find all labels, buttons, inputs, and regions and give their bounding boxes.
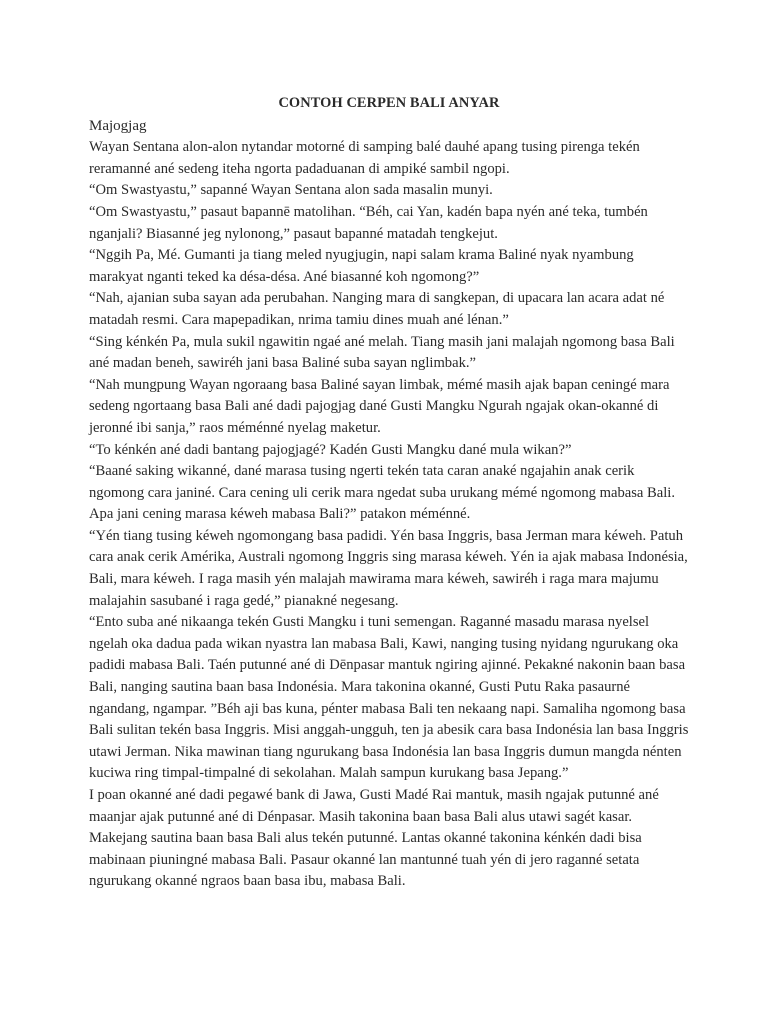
paragraph: “Nggih Pa, Mé. Gumanti ja tiang meled nyugjugin, napi salam krama Baliné nyak nyambung marakyat nganti teked ka désa-désa. Ané biasanné koh ngomong?”: [89, 247, 634, 285]
paragraph: “Sing kénkén Pa, mula sukil ngawitin ngaé ané melah. Tiang masih jani malajah ngomong basa Bali ané madan beneh, sawiréh jani basa Baliné suba sayan nglimbak.”: [89, 333, 675, 372]
paragraph: I poan okanné ané dadi pegawé bank di Jawa, Gusti Madé Rai mantuk, masih ngajak putunné ané maanjar ajak putunné ané di Dénpasar. Masih takonina baan basa Bali alus utawi sagét kasar. Makejang sautina baan basa Bali alus tekén putunné. Lantas okanné takonina kénkén dadi bisa mabinaan piuningné mabasa Bali. Pasaur okanné lan mantunné tuah yén di jero raganné setata ngurukang okanné ngraos baan basa ibu, mabasa Bali.: [89, 787, 659, 890]
paragraph: “Nah mungpung Wayan ngoraang basa Baliné sayan limbak, mémé masih ajak bapan ceningé mara sedeng ngortaang basa Bali ané dadi pajogjag dané Gusti Mangku Ngurah ngajak okan-okanné di jeronné ibi sanja,” raos méménné nyelag maketur.: [89, 376, 670, 436]
story-title: Majogjag: [89, 117, 147, 134]
document-body: [89, 93, 689, 893]
paragraph: “Om Swastyastu,” pasaut bapannē matolihan. “Béh, cai Yan, kadén bapa nyén ané teka, tumbén nganjali? Biasanné jeg nylonong,” pasaut bapanné matadah tengkejut.: [89, 203, 648, 242]
paragraph: “Yén tiang tusing kéweh ngomongang basa padidi. Yén basa Inggris, basa Jerman mara kéweh. Patuh cara anak cerik Amérika, Australi ngomong Inggris sing marasa kéweh. Yén ia ajak mabasa Indonésia, Bali, mara kéweh. I raga masih yén malajah mawirama mara kéweh, sawiréh i raga mara majumu malajahin sasubané i raga gedé,” pianakné negesang.: [89, 527, 688, 609]
paragraph: Wayan Sentana alon-alon nytandar motorné di samping balé dauhé apang tusing pirenga tekén reramanné ané sedeng iteha ngorta padaduanan di ampiké sambil ngopi.: [89, 139, 640, 177]
document-title: CONTOH CERPEN BALI ANYAR: [278, 95, 500, 111]
paragraph: “Om Swastyastu,” sapanné Wayan Sentana alon sada masalin munyi.: [89, 182, 493, 199]
paragraph: “Baané saking wikanné, dané marasa tusing ngerti tekén tata caran anaké ngajahin anak cerik ngomong cara janiné. Cara cening uli cerik mara ngedat suba urukang mémé ngomong mabasa Bali. Apa jani cening marasa kéweh mabasa Bali?” patakon méménné.: [89, 463, 675, 523]
paragraph: “To kénkén ané dadi bantang pajogjagé? Kadén Gusti Mangku dané mula wikan?”: [89, 441, 572, 458]
paragraph: “Ento suba ané nikaanga tekén Gusti Mangku i tuni semengan. Raganné masadu marasa nyelsel ngelah oka dadua pada wikan nyastra lan mabasa Bali, Kawi, nanging tusing nyidang ngurukang oka padidi mabasa Bali. Taén putunné ané di Dēnpasar mantuk ngiring ajinné. Pekakné nakonin baan basa Bali, nanging sautina baan basa Indonésia. Mara takonina okanné, Gusti Putu Raka pasaurné ngandang, ngampar. ”Béh aji bas kuna, pénter mabasa Bali ten nekaang napi. Samaliha ngomong basa Bali sulitan tekén basa Inggris. Misi anggah-ungguh, ten ja abesik cara basa Indonésia lan basa Inggris utawi Jerman. Nika mawinan tiang ngurukang basa Indonésia lan basa Inggris dumun mangda nénten kuciwa ring timpal-timpalné di sekolahan. Malah sampun kurukang basa Jepang.”: [89, 614, 689, 782]
paragraph: “Nah, ajanian suba sayan ada perubahan. Nanging mara di sangkepan, di upacara lan acara adat né matadah resmi. Cara mapepadikan, nrima tamiu dines muah ané lénan.”: [89, 290, 665, 328]
